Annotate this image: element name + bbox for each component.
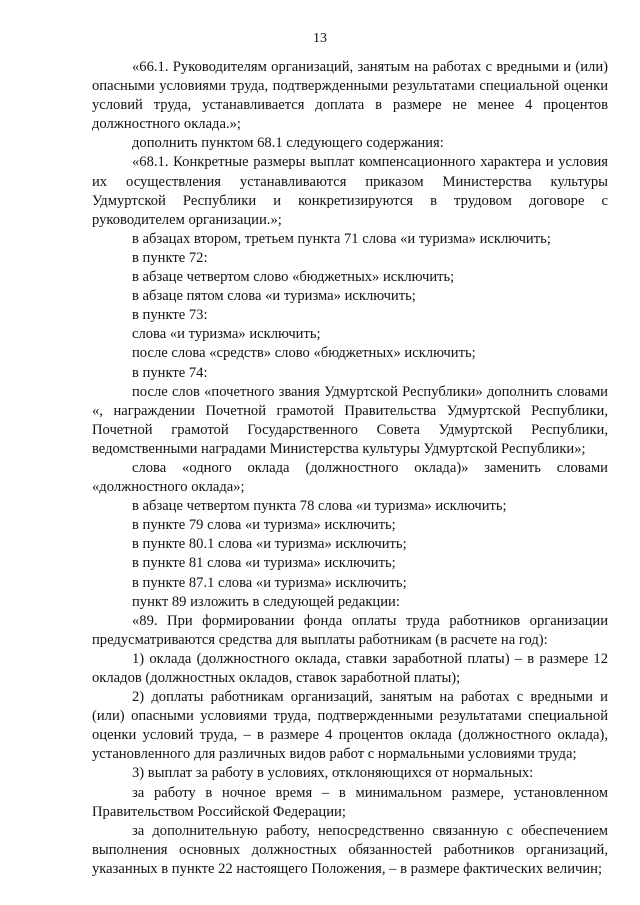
paragraph-item-74-add: после слов «почетного звания Удмуртской Республики» дополнить словами «, награждении Почетной грамотой Правительства Удмуртской Республики, Почетной грамотой Государственного Совета Удмуртской Республики, ведомственными наградами Министерства культуры Удмуртской Республики»; (92, 383, 608, 457)
paragraph-89-3-night: за работу в ночное время – в минимальном размере, установленном Правительством Российской Федерации; (92, 784, 608, 820)
paragraph-89-3: 3) выплат за работу в условиях, отклоняющихся от нормальных: (132, 765, 534, 782)
paragraph-89-2: 2) доплаты работникам организаций, занятым на работах с вредными и (или) опасными условиями труда, подтвержденными результатами специальной оценки условий труда, – в размере 4 процентов оклада (должностного оклада), установленного для различных видов работ с нормальными условиями труда; (92, 689, 608, 763)
document-body (92, 58, 608, 879)
paragraph-item-73: в пункте 73: (132, 307, 208, 324)
paragraph-item-72-abz5: в абзаце пятом слова «и туризма» исключить; (132, 288, 416, 305)
paragraph-item-87-1: в пункте 87.1 слова «и туризма» исключить; (132, 574, 407, 591)
paragraph-item-72-abz4: в абзаце четвертом слово «бюджетных» исключить; (132, 269, 455, 286)
paragraph-68-1: «68.1. Конкретные размеры выплат компенсационного характера и условия их осуществления устанавливаются приказом Министерства культуры Удмуртской Республики и конкретизируются в трудовом договоре с руководителем организации.»; (92, 154, 608, 228)
paragraph-item-73-words: слова «и туризма» исключить; (132, 326, 321, 343)
paragraph-item-71: в абзацах втором, третьем пункта 71 слова «и туризма» исключить; (132, 230, 551, 247)
paragraph-item-78: в абзаце четвертом пункта 78 слова «и туризма» исключить; (132, 498, 507, 515)
paragraph-item-80-1: в пункте 80.1 слова «и туризма» исключить; (132, 536, 407, 553)
paragraph-89-1: 1) оклада (должностного оклада, ставки заработной платы) – в размере 12 окладов (должностных окладов, ставок заработной платы); (92, 650, 608, 686)
page-number: 13 (313, 31, 327, 46)
paragraph-89: «89. При формировании фонда оплаты труда работников организации предусматриваются средства для выплаты работникам (в расчете на год): (92, 612, 608, 648)
paragraph-66-1: «66.1. Руководителям организаций, занятым на работах с вредными и (или) опасными условиями труда, подтвержденными результатами специальной оценки условий труда, устанавливается доплата в размере не менее 4 процентов должностного оклада.»; (92, 59, 608, 133)
paragraph-add-68-1: дополнить пунктом 68.1 следующего содержания: (132, 135, 444, 152)
paragraph-item-74-replace: слова «одного оклада (должностного оклада)» заменить словами «должностного оклада»; (92, 459, 608, 496)
paragraph-item-72: в пункте 72: (132, 249, 208, 266)
paragraph-item-73-sredstv: после слова «средств» слово «бюджетных» исключить; (132, 345, 476, 362)
paragraph-item-89-intro: пункт 89 изложить в следующей редакции: (132, 593, 400, 610)
paragraph-item-79: в пункте 79 слова «и туризма» исключить; (132, 517, 396, 534)
paragraph-item-81: в пункте 81 слова «и туризма» исключить; (132, 555, 396, 572)
paragraph-89-3-additional: за дополнительную работу, непосредственно связанную с обеспечением выполнения основных должностных обязанностей работников организаций, указанных в пункте 22 настоящего Положения, – в размере фактических величин; (92, 822, 608, 877)
paragraph-item-74: в пункте 74: (132, 364, 208, 381)
